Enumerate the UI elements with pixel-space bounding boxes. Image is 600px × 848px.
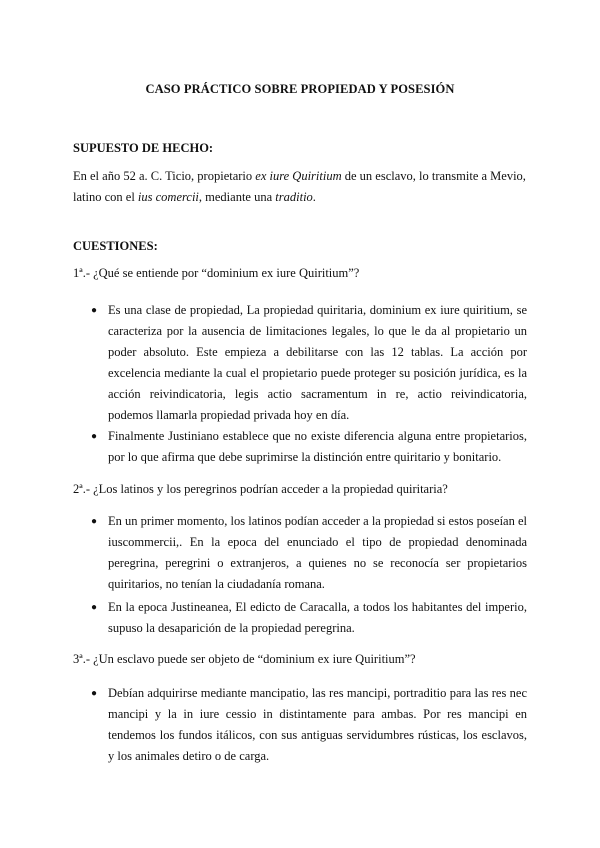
- q3-bullet-1: [90, 683, 527, 767]
- supuesto-italic-3: traditio: [275, 190, 313, 204]
- q1-bullet-1: [90, 300, 527, 426]
- q1-bullet-1-text: Es una clase de propiedad, La propiedad quiritaria, dominium ex iure quiritium, se caracteriza por la ausencia de limitaciones legales, lo que le da al propietario un poder absoluto. Este empieza a debilitarse con las 12 tablas. La acción por excelencia mediante la cual el propietario puede proteger su posición jurídica, es la acción reivindicatoria, legis actio sacramentum in re, actio reivindicatoria, podemos llamarla propiedad privada hoy en día.: [108, 303, 527, 422]
- question-1: 1ª.- ¿Qué se entiende por “dominium ex iure Quiritium”?: [73, 266, 360, 280]
- q1-bullet-2-text: Finalmente Justiniano establece que no existe diferencia alguna entre propietarios, por lo que afirma que debe suprimirse la distinción entre quiritario y bonitario.: [108, 429, 527, 464]
- supuesto-paragraph: [73, 166, 527, 208]
- supuesto-text-1: En el año 52 a. C. Ticio, propietario: [73, 169, 256, 183]
- supuesto-text-3: , mediante una: [198, 190, 276, 204]
- supuesto-text-4: .: [312, 190, 316, 204]
- bullet-dot-icon: ●: [90, 688, 98, 699]
- supuesto-heading: SUPUESTO DE HECHO:: [73, 141, 214, 155]
- question-3: 3ª.- ¿Un esclavo puede ser objeto de “dominium ex iure Quiritium”?: [73, 652, 416, 666]
- supuesto-italic-1: ex iure Quiritium: [255, 169, 342, 183]
- q2-bullet-2-text: En la epoca Justineanea, El edicto de Caracalla, a todos los habitantes del imperio, supuso la desaparición de la propiedad peregrina.: [108, 600, 527, 635]
- supuesto-text-2: de un esclavo, lo transmite a Mevio, latino con el: [73, 169, 526, 204]
- bullet-dot-icon: ●: [90, 516, 98, 527]
- q2-bullet-2: [90, 597, 527, 639]
- document-title: CASO PRÁCTICO SOBRE PROPIEDAD Y POSESIÓN: [145, 82, 455, 96]
- bullet-dot-icon: ●: [90, 305, 98, 316]
- q2-bullet-1: [90, 511, 527, 595]
- q2-bullet-1-text: En un primer momento, los latinos podían acceder a la propiedad si estos poseían el iuscommercii,. En la epoca del enunciado el tipo de propiedad denominada peregrina, peregrini o extranjeros, a quienes no se reconocía ser propietarios quiritarios, no tenían la ciudadanía romana.: [108, 514, 527, 591]
- bullet-dot-icon: ●: [90, 602, 98, 613]
- q1-bullet-2: [90, 426, 527, 468]
- q3-bullet-1-text: Debían adquirirse mediante mancipatio, las res mancipi, portraditio para las res nec mancipi y la in iure cessio in distintamente para ambas. Por res mancipi en tendemos los fundos itálicos, con sus antiguas servidumbres rústicas, los esclavos, y los animales detiro o de carga.: [108, 686, 527, 763]
- bullet-dot-icon: ●: [90, 431, 98, 442]
- supuesto-italic-2: ius comercii: [137, 190, 199, 204]
- cuestiones-heading: CUESTIONES:: [73, 239, 158, 253]
- question-2: 2ª.- ¿Los latinos y los peregrinos podrían acceder a la propiedad quiritaria?: [73, 482, 448, 496]
